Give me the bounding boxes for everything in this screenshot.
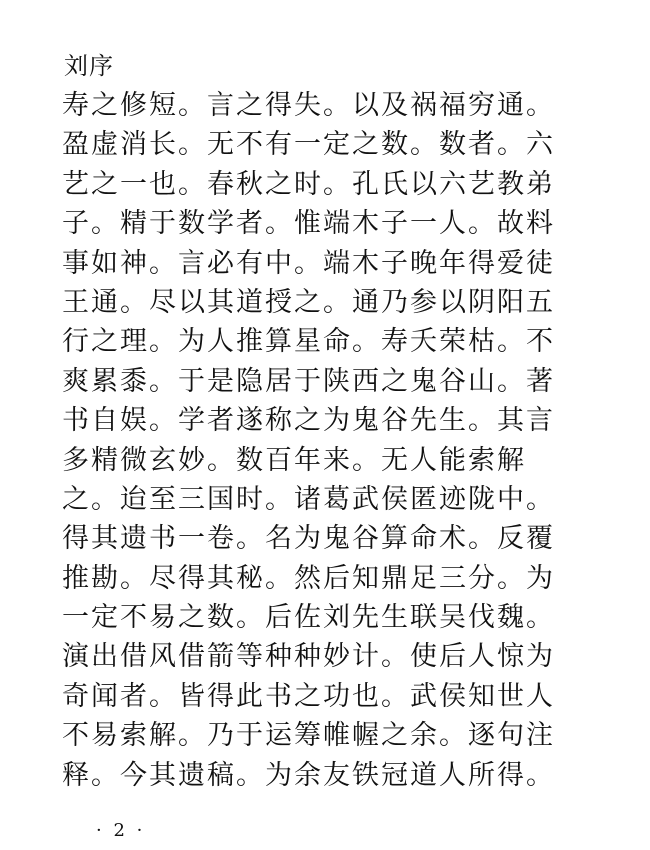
text-line: 得其遗书一卷。名为鬼谷算命术。反覆: [62, 523, 555, 555]
text-line: 盈虚消长。无不有一定之数。数者。六: [62, 129, 555, 161]
text-line: 子。精于数学者。惟端木子一人。故料: [62, 208, 555, 240]
text-line: 之。迨至三国时。诸葛武侯匿迹陇中。: [62, 483, 555, 515]
text-line: 演出借风借箭等种种妙计。使后人惊为: [62, 641, 555, 673]
text-line: 事如神。言必有中。端木子晚年得爱徒: [62, 247, 555, 279]
text-line: 行之理。为人推算星命。寿夭荣枯。不: [62, 326, 555, 358]
text-line: 王通。尽以其道授之。通乃参以阴阳五: [62, 286, 555, 318]
section-heading: 刘序: [64, 52, 114, 80]
body-text: [62, 86, 602, 795]
text-line: 书自娱。学者遂称之为鬼谷先生。其言: [62, 405, 555, 437]
text-line: 推勘。尽得其秘。然后知鼎足三分。为: [62, 562, 555, 594]
text-line: 多精微玄妙。数百年来。无人能索解: [62, 444, 526, 476]
text-line: 释。今其遗稿。为余友铁冠道人所得。: [62, 759, 555, 791]
text-line: 爽累黍。于是隐居于陕西之鬼谷山。著: [62, 365, 555, 397]
text-line: 不易索解。乃于运筹帷幄之余。逐句注: [62, 720, 555, 752]
text-line: 艺之一也。春秋之时。孔氏以六艺教弟: [62, 168, 555, 200]
text-line: 一定不易之数。后佐刘先生联吴伐魏。: [62, 602, 555, 634]
text-line: 寿之修短。言之得失。以及祸福穷通。: [62, 90, 555, 121]
page-number: · 2 ·: [96, 820, 146, 841]
text-line: 奇闻者。皆得此书之功也。武侯知世人: [62, 680, 555, 712]
